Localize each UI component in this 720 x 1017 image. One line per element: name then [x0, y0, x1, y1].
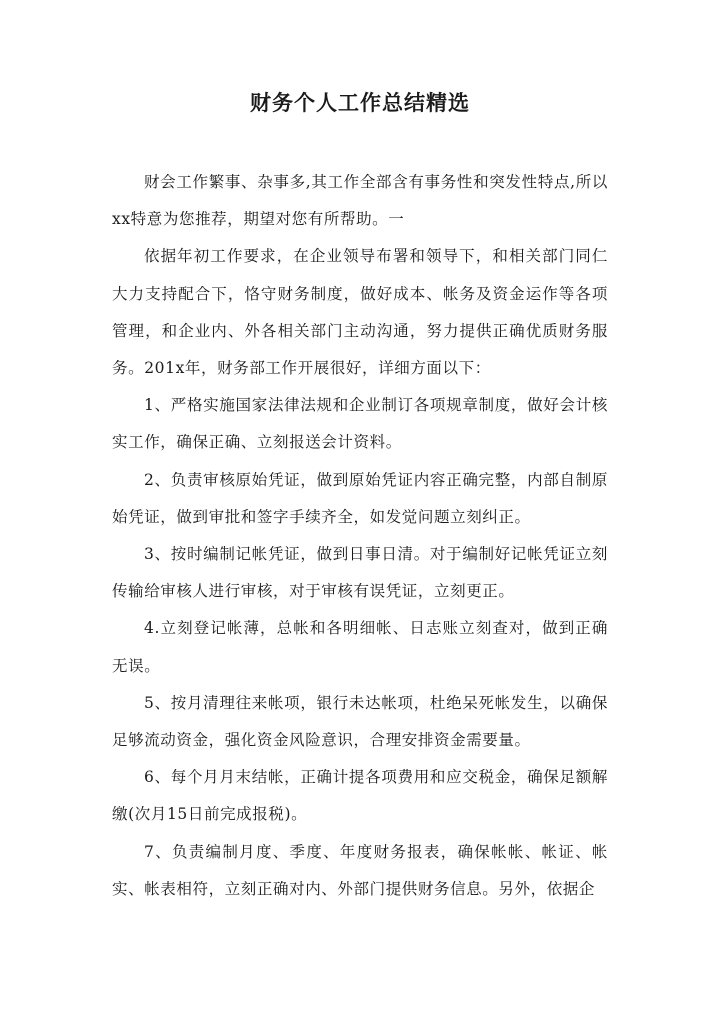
paragraph-item-1: 1、严格实施国家法律法规和企业制订各项规章制度，做好会计核实工作，确保正确、立刻报送会计资料。	[112, 396, 608, 452]
paragraph-item-3: 3、按时编制记帐凭证，做到日事日清。对于编制好记帐凭证立刻传输给审核人进行审核，对于审核有误凭证，立刻更正。	[112, 545, 608, 601]
paragraph-item-2: 2、负责审核原始凭证，做到原始凭证内容正确完整，内部自制原始凭证，做到审批和签字手续齐全，如发觉问题立刻纠正。	[112, 470, 608, 526]
paragraph-item-7: 7、负责编制月度、季度、年度财务报表，确保帐帐、帐证、帐实、帐表相符，立刻正确对内、外部门提供财务信息。另外，依据企	[112, 842, 608, 898]
paragraph-item-4: 4.立刻登记帐薄，总帐和各明细帐、日志账立刻查对，做到正确无误。	[112, 619, 608, 675]
document-body	[112, 164, 608, 908]
paragraph-overview: 依据年初工作要求，在企业领导布署和领导下，和相关部门同仁大力支持配合下，恪守财务制度，做好成本、帐务及资金运作等各项管理，和企业内、外各相关部门主动沟通，努力提供正确优质财务服务。201x年，财务部工作开展很好，详细方面以下：	[112, 247, 608, 378]
paragraph-item-6: 6、每个月月末结帐，正确计提各项费用和应交税金，确保足额解缴(次月15日前完成报税)。	[112, 768, 608, 824]
document-title: 财务个人工作总结精选	[250, 91, 470, 115]
paragraph-item-5: 5、按月清理往来帐项，银行未达帐项，杜绝呆死帐发生，以确保足够流动资金，强化资金风险意识，合理安排资金需要量。	[112, 693, 608, 750]
paragraph-intro: 财会工作繁事、杂事多,其工作全部含有事务性和突发性特点,所以xx特意为您推荐，期望对您有所帮助。一	[112, 173, 608, 229]
